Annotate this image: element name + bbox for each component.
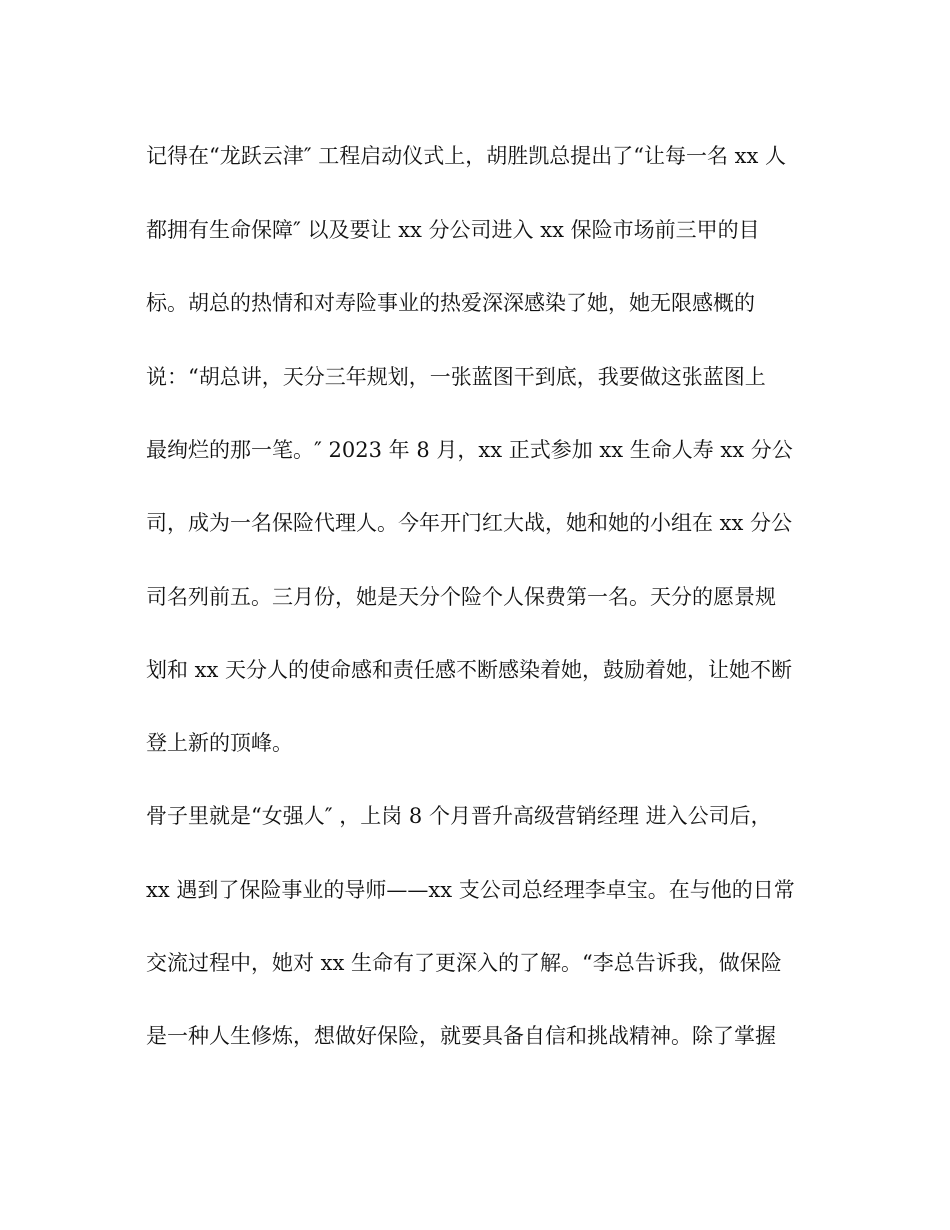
text-line: 最绚烂的那一笔。″ 2023 年 8 月，xx 正式参加 xx 生命人寿 xx 分公 bbox=[146, 438, 793, 462]
text-line: 说：“胡总讲，天分三年规划，一张蓝图干到底，我要做这张蓝图上 bbox=[146, 365, 766, 389]
text-line: 交流过程中，她对 xx 生命有了更深入的了解。“李总告诉我，做保险 bbox=[146, 951, 782, 975]
text-line: 司名列前五。三月份，她是天分个险个人保费第一名。天分的愿景规 bbox=[146, 585, 776, 609]
text-line: 标。胡总的热情和对寿险事业的热爱深深感染了她，她无限感概的 bbox=[146, 291, 755, 315]
text-line: xx 遇到了保险事业的导师——xx 支公司总经理李卓宝。在与他的日常 bbox=[146, 878, 795, 902]
text-line: 划和 xx 天分人的使命感和责任感不断感染着她，鼓励着她，让她不断 bbox=[146, 658, 793, 682]
text-line: 司，成为一名保险代理人。今年开门红大战，她和她的小组在 xx 分公 bbox=[146, 511, 793, 535]
text-line: 骨子里就是“女强人″ ，上岗 8 个月晋升高级营销经理 进入公司后， bbox=[146, 804, 772, 828]
text-line: 是一种人生修炼，想做好保险，就要具备自信和挑战精神。除了掌握 bbox=[146, 1024, 776, 1048]
text-line: 都拥有生命保障″ 以及要让 xx 分公司进入 xx 保险市场前三甲的目 bbox=[146, 218, 760, 242]
text-line: 记得在“龙跃云津″ 工程启动仪式上，胡胜凯总提出了“让每一名 xx 人 bbox=[146, 144, 787, 168]
text-line: 登上新的顶峰。 bbox=[146, 731, 293, 755]
